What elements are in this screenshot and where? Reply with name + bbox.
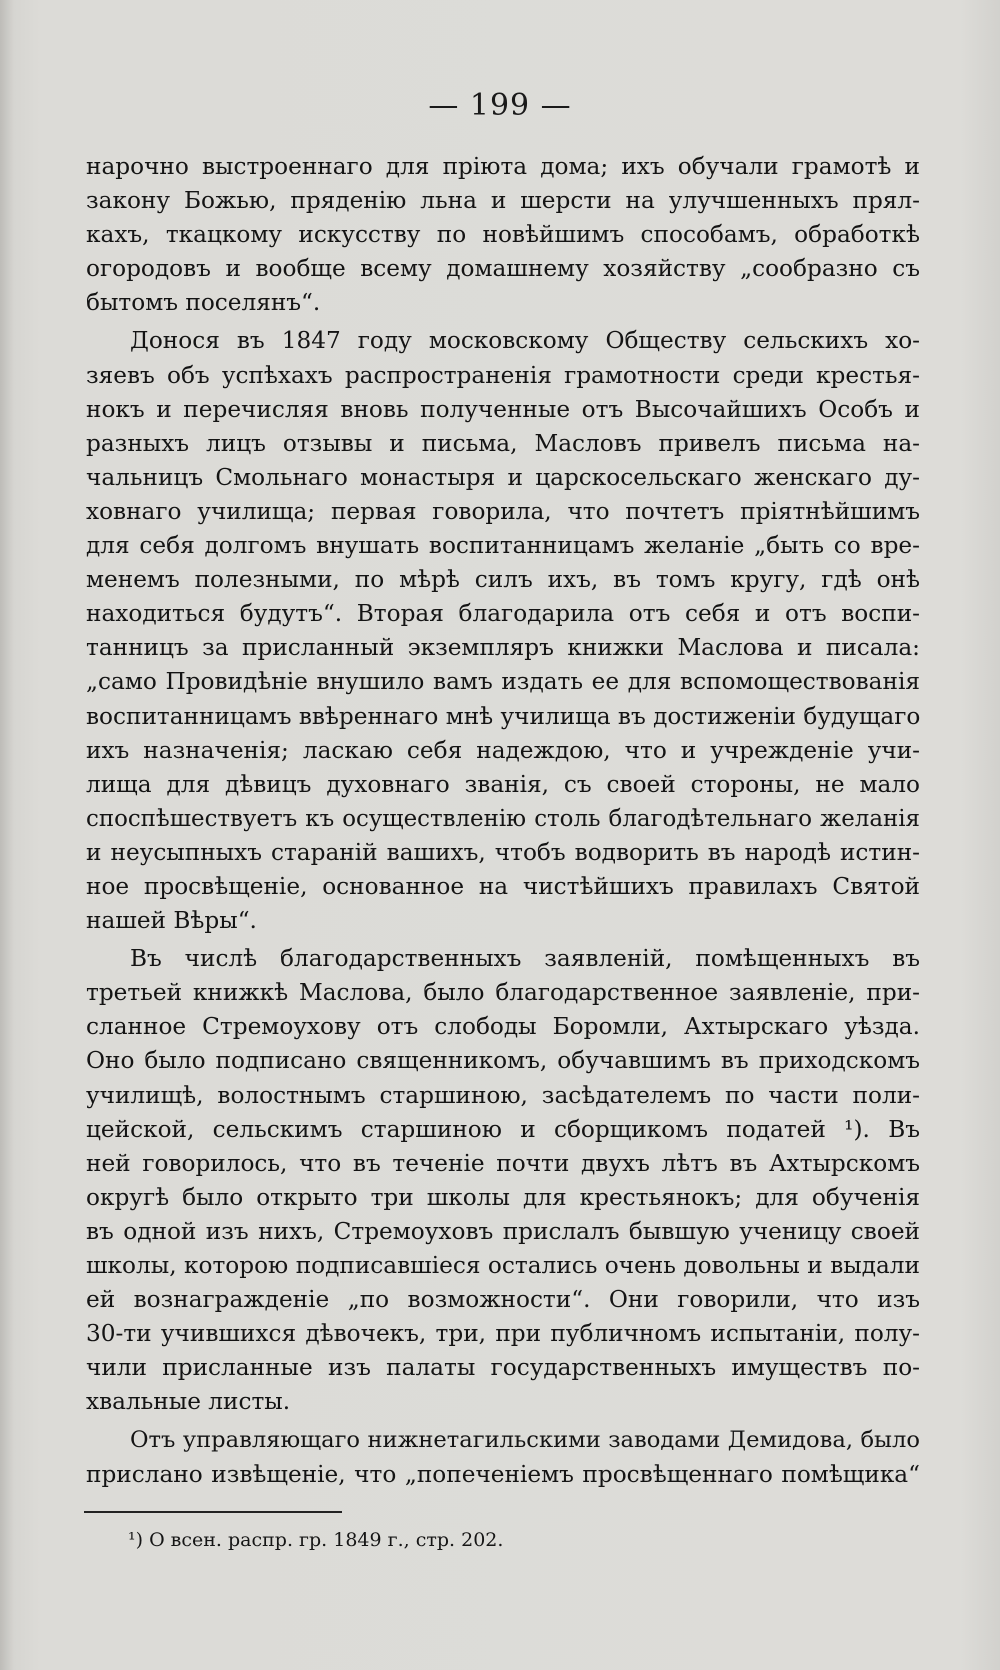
text-line: кахъ, ткацкому искусству по новѣйшимъ способамъ, обработкѣ xyxy=(86,221,920,249)
text-line: и неусыпныхъ старанiй вашихъ, чтобъ водворить въ народѣ истин- xyxy=(86,838,920,866)
text-line: ней говорилось, что въ теченiе почти двухъ лѣтъ въ Ахтырскомъ xyxy=(86,1149,920,1177)
text-line: сланное Стремоухову отъ слободы Боромли, Ахтырскаго уѣзда. xyxy=(86,1013,920,1041)
text-line: ховнаго училища; первая говорила, что почтетъ прiятнѣйшимъ xyxy=(86,497,920,525)
text-line: цейской, сельскимъ старшиною и сборщикомъ податей ¹). Въ xyxy=(86,1115,920,1143)
text-line: училищѣ, волостнымъ старшиною, засѣдателемъ по части поли- xyxy=(86,1081,920,1109)
text-line: „само Провидѣнiе внушило вамъ издать ее для вспомоществованiя xyxy=(86,668,920,696)
text-line: въ одной изъ нихъ, Стремоуховъ прислалъ бывшую ученицу своей xyxy=(86,1217,920,1245)
text-line: третьей книжкѣ Маслова, было благодарственное заявленiе, при- xyxy=(86,979,920,1007)
text-line: споспѣшествуетъ къ осуществленiю столь благодѣтельнаго желанiя xyxy=(86,805,920,832)
text-line: танницъ за присланный экземпляръ книжки Маслова и писала: xyxy=(86,634,920,662)
text-line: Оно было подписано священникомъ, обучавшимъ въ приходскомъ xyxy=(86,1047,920,1075)
text-line: для себя долгомъ внушать воспитанницамъ желанiе „быть со вре- xyxy=(86,532,920,560)
text-line: нашей Вѣры“. xyxy=(86,907,257,935)
text-line: менемъ полезными, по мѣрѣ силъ ихъ, въ томъ кругу, гдѣ онѣ xyxy=(86,566,920,594)
text-line: закону Божью, пряденiю льна и шерсти на улучшенныхъ прял- xyxy=(86,187,920,215)
text-line: разныхъ лицъ отзывы и письма, Масловъ привелъ письма на- xyxy=(86,429,920,457)
text-line: округѣ было открыто три школы для крестьянокъ; для обученiя xyxy=(86,1183,920,1211)
page-number: — 199 — xyxy=(428,88,572,123)
text-line: воспитанницамъ ввѣреннаго мнѣ училища въ достиженiи будущаго xyxy=(86,702,921,730)
text-line: лища для дѣвицъ духовнаго званiя, съ своей стороны, не мало xyxy=(86,770,920,798)
text-line: хвальные листы. xyxy=(86,1388,291,1416)
footnote: ¹) О всен. распр. гр. 1849 г., стр. 202. xyxy=(128,1529,504,1551)
text-line: ихъ назначенiя; ласкаю себя надеждою, что и учрежденiе учи- xyxy=(86,736,920,764)
text-line: нарочно выстроеннаго для прiюта дома; ихъ обучали грамотѣ и xyxy=(86,153,920,180)
footnote-divider xyxy=(84,1511,342,1513)
body-text xyxy=(86,150,920,1492)
text-line: бытомъ поселянъ“. xyxy=(86,289,321,317)
text-line: зяевъ объ успѣхахъ распространенiя грамотности среди крестья- xyxy=(86,361,920,389)
text-line: Отъ управляющаго нижнетагильскими заводами Демидова, было xyxy=(130,1427,920,1454)
text-line: прислано извѣщенiе, что „попеченiемъ просвѣщеннаго помѣщика“ xyxy=(86,1460,920,1488)
text-line: нокъ и перечисляя вновь полученные отъ Высочайшихъ Особъ и xyxy=(86,395,920,423)
text-line: школы, которою подписавшiеся остались очень довольны и выдали xyxy=(86,1252,920,1279)
text-line: огородовъ и вообще всему домашнему хозяйству „сообразно съ xyxy=(86,255,920,283)
text-line: Донося въ 1847 году московскому Обществу сельскихъ хо- xyxy=(130,327,920,355)
text-line: чальницъ Смольнаго монастыря и царскосельскаго женскаго ду- xyxy=(86,463,920,491)
text-line: Въ числѣ благодарственныхъ заявленiй, помѣщенныхъ въ xyxy=(130,945,920,973)
text-line: 30-ти учившихся дѣвочекъ, три, при публичномъ испытанiи, полу- xyxy=(86,1320,920,1348)
text-line: чили присланные изъ палаты государственныхъ имуществъ по- xyxy=(86,1354,920,1382)
text-line: ей вознагражденiе „по возможности“. Они говорили, что изъ xyxy=(86,1286,920,1314)
text-line: ное просвѣщенiе, основанное на чистѣйшихъ правилахъ Святой xyxy=(86,872,920,900)
text-line: находиться будутъ“. Вторая благодарила отъ себя и отъ воспи- xyxy=(86,600,920,628)
